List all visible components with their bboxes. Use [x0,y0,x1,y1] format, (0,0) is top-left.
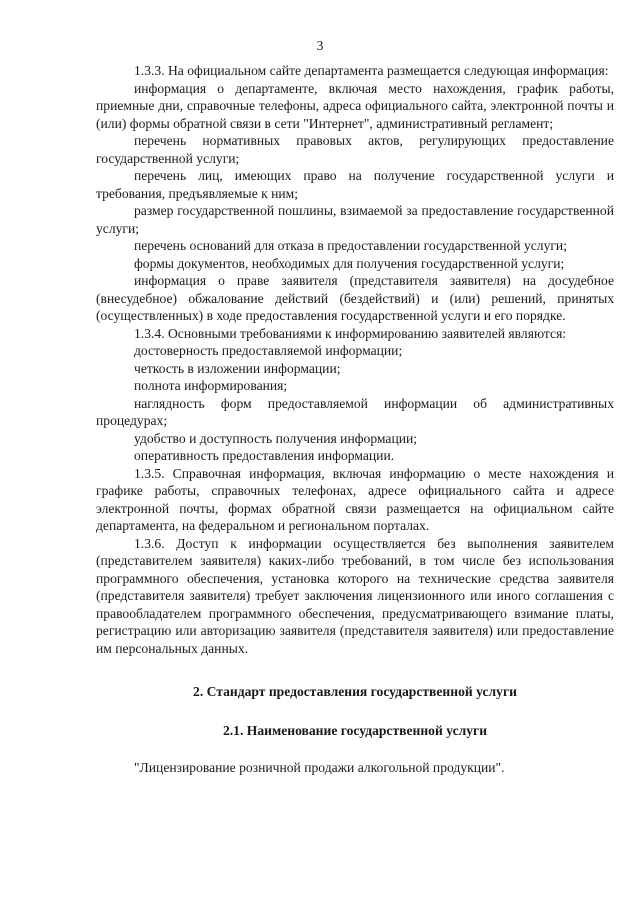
paragraph-1-3-4: 1.3.4. Основными требованиями к информированию заявителей являются: [134,325,567,341]
list-item: оперативность предоставления информации. [134,448,395,463]
list-item: перечень нормативных правовых актов, регулирующих предоставление государственной услуги; [96,133,614,166]
list-item: информация о праве заявителя (представителя заявителя) на досудебное (внесудебное) обжалование действий (бездействий) и (или) решений, принятых (осуществленных) в ходе предоставления государственной услуги и его порядке. [96,273,614,323]
list-item: удобство и доступность получения информации; [134,430,418,446]
document-body [96,62,614,790]
list-item: наглядность форм предоставляемой информации об административных процедурах; [96,395,614,428]
paragraph-1-3-5: 1.3.5. Справочная информация, включая информацию о месте нахождения и графике работы, справочных телефонах, адресе официального сайта и адресе электронной почты, формах обратной связи размещается на официальном сайте департамента, на федеральном и региональном порталах. [96,465,614,533]
section-heading: 2. Стандарт предоставления государственной услуги [193,684,517,699]
list-item: формы документов, необходимых для получения государственной услуги; [134,255,565,271]
subsection-heading: 2.1. Наименование государственной услуги [222,722,488,738]
paragraph-1-3-3: 1.3.3. На официальном сайте департамента размещается следующая информация: [134,63,609,78]
list-item: размер государственной пошлины, взимаемой за предоставление государственной услуги; [96,203,614,236]
list-item: перечень оснований для отказа в предоставлении государственной услуги; [134,238,567,253]
paragraph-1-3-6: 1.3.6. Доступ к информации осуществляется без выполнения заявителем (представителем заявителя) каких-либо требований, в том числе без использования программного обеспечения, установка которого на технические средства заявителя (представителя заявителя) требует заключения лицензионного или иного соглашения с правообладателем программного обеспечения, предусматривающего взимание платы, регистрацию или авторизацию заявителя (представителя заявителя) или предоставление им персональных данных. [96,535,614,656]
list-item: достоверность предоставляемой информации; [134,343,403,358]
service-name: "Лицензирование розничной продажи алкогольной продукции". [134,760,505,775]
page-number: 3 [316,38,324,53]
list-item: четкость в изложении информации; [134,360,341,376]
list-item: перечень лиц, имеющих право на получение государственной услуги и требования, предъявляемые к ним; [96,168,614,201]
list-item: информация о департаменте, включая место нахождения, график работы, приемные дни, справочные телефоны, адреса официального сайта, электронной почты и (или) формы обратной связи в сети "Интернет", административный регламент; [96,80,614,131]
list-item: полнота информирования; [134,378,288,393]
